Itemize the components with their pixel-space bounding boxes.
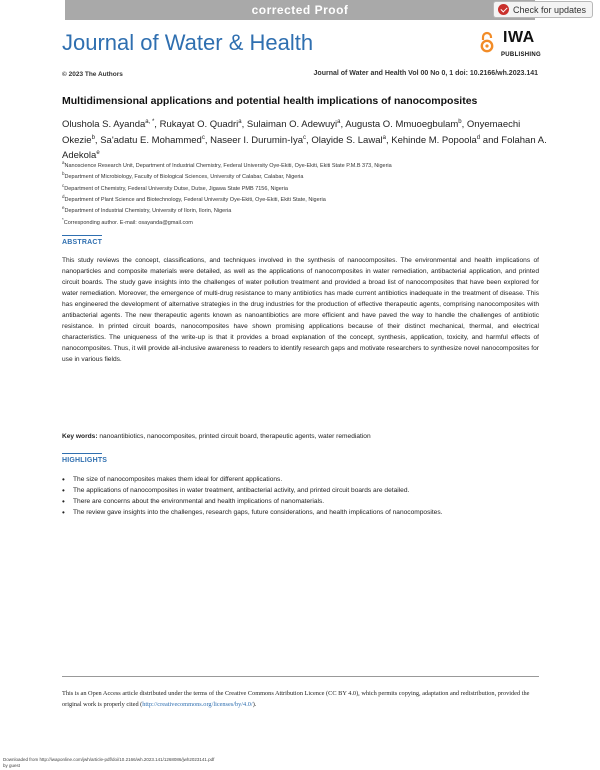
highlights-list <box>62 474 539 518</box>
affiliation-text: Department of Industrial Chemistry, University of Ilorin, Ilorin, Nigeria <box>64 208 232 215</box>
author-name: Sulaiman O. Adewuyi <box>246 119 338 131</box>
affiliation-mark: d <box>62 193 65 199</box>
highlight-item: • The review gave insights into the challenges, research gaps, future considerations, and health implications of nanocomposites. <box>62 507 539 518</box>
publisher-name: IWA <box>503 29 535 46</box>
affiliation-list <box>62 159 542 227</box>
highlight-item: • There are concerns about the environmental and health implications of nanomaterials. <box>62 496 539 507</box>
citation-line: Journal of Water and Health Vol 00 No 0, 1 doi: 10.2166/wh.2023.141 <box>313 70 538 77</box>
corrected-proof-banner: corrected Proof <box>65 0 535 20</box>
author-name: Olayide S. Lawal <box>311 134 383 146</box>
publisher-sub: PUBLISHING <box>501 52 542 58</box>
affiliation-item <box>62 216 542 227</box>
abstract-heading: ABSTRACT <box>62 239 103 246</box>
footer-rule <box>62 676 539 677</box>
license-end: ). <box>252 701 257 708</box>
affiliation-text: Nanoscience Research Unit, Department of Industrial Chemistry, Federal University Oye-Ekiti, Oye-Ekiti, Ekiti State P.M.B 373, Nigeria <box>64 162 392 169</box>
affiliation-mark: e <box>62 205 65 211</box>
affiliation-mark: a <box>62 160 65 165</box>
author-name: Rukayat O. Quadri <box>159 119 239 131</box>
author-affiliation-mark: a <box>337 119 341 125</box>
highlights-rule <box>62 453 102 454</box>
open-access-icon <box>480 31 494 53</box>
author-name: Onyemaechi Okezie <box>62 119 521 146</box>
affiliation-text: Corresponding author. E-mail: osayanda@gmail.com <box>63 219 193 226</box>
author-name: Olushola S. Ayanda <box>62 119 146 131</box>
affiliation-item <box>62 193 542 204</box>
copyright-notice: © 2023 The Authors <box>62 71 123 78</box>
affiliation-text: Department of Microbiology, Faculty of Biological Sciences, University of Calabar, Calabar, Nigeria <box>64 174 304 181</box>
affiliation-text: Department of Plant Science and Biotechnology, Federal University Oye-Ekiti, Oye-Ekiti, Ekiti State, Nigeria <box>64 196 326 203</box>
keywords-text: nanoantibiotics, nanocomposites, printed circuit board, therapeutic agents, water remediation <box>99 433 371 440</box>
check-updates-icon <box>498 4 509 15</box>
author-affiliation-mark: a <box>382 134 386 141</box>
author-name: Kehinde M. Popoola <box>391 134 477 146</box>
author-affiliation-mark: a, * <box>145 119 155 125</box>
highlights-heading: HIGHLIGHTS <box>62 457 108 464</box>
affiliation-item <box>62 159 542 170</box>
author-name: Folahan A. Adekola <box>62 134 547 162</box>
author-list: Olushola S. Ayanda$^{a, *}$, Rukayat O. Quadri$^a$, Sulaiman O. Adewuyi$^a$, Augusta O. Mmuoegbulam$^b$, Onyemaechi Okezie$^b$, Sa'adatu E. Mohammed$^c$, Naseer I. Durumin-Iya$^c$, Olayide S. Lawal$^a$, Kehinde M. Popoola$^d$ and Folahan A. Adekola$^e$ <box>62 119 547 162</box>
affiliation-text: Department of Chemistry, Federal University Dutse, Dutse, Jigawa State PMB 7156, Nigeria <box>64 185 288 192</box>
author-affiliation-mark: c <box>201 134 205 141</box>
affiliation-item <box>62 170 542 181</box>
author-affiliation-mark: e <box>96 150 100 157</box>
license-text: This is an Open Access article distributed under the terms of the Creative Commons Attribution Licence (CC BY 4.0), which permits copying, adaptation and redistribution, provided the original work is properly cited ( <box>62 690 530 708</box>
abstract-text: This study reviews the concept, classifications, and techniques involved in the synthesis of nanocomposites. The environmental and health implications of nanoparticles and composite materials were detailed, as well as the applications of nanocomposites in water remediation, antibacterial application, and printed circuit boards. The study gave insights into the challenges of water pollution treatment and provided a broad list of nanocomposites that have been explored for water remediation. Moreover, the emergence of multi-drug resistance to many antibiotics has made current antibiotics inadequate in the treatment of disease. This has engineered the development of alternative strategies in the drug industries for the production of effective therapeutic agents, comprising nanocomposites with antibacterial agents. The new therapeutic agents known as nanoantibiotics are more efficient and have paved the way to handle the challenges of antibiotic resistance. In printed circuit boards, nanocomposites have shown promising applications because of their distinct mechanical, thermal, and electrical characteristics. The uniqueness of the write-up is that it provides a broad explanation of the concept, synthesis, application, toxicity, and harmful effects of nanocomposites. Thus, it will provide all-inclusive awareness to readers to identify research gaps and motivate researchers to synthesize novel nanocomposites for use in various fields. <box>62 257 539 363</box>
author-affiliation-mark: d <box>476 134 481 141</box>
download-line: by guest <box>3 763 21 768</box>
author-affiliation-mark: b <box>458 119 462 125</box>
keywords <box>62 433 539 440</box>
affiliation-mark: c <box>62 182 65 188</box>
affiliation-item <box>62 204 542 215</box>
author-name: Naseer I. Durumin-Iya <box>210 134 304 146</box>
license-link[interactable]: http://creativecommons.org/licenses/by/4.0/ <box>142 701 253 708</box>
check-updates-label: Check for updates <box>512 4 586 15</box>
affiliation-mark: * <box>62 216 64 222</box>
download-stamp <box>3 757 214 769</box>
highlight-item: • The size of nanocomposites makes them ideal for different applications. <box>62 474 539 485</box>
download-line: Downloaded from http://iwaponline.com/jwh/article-pdf/doi/10.2166/wh.2023.141/1268086/jwh2023141.pdf <box>3 757 215 762</box>
article-title: Multidimensional applications and potential health implications of nanocomposites <box>62 95 478 107</box>
author-name: Augusta O. Mmuoegbulam <box>345 119 459 131</box>
license-notice <box>62 688 539 710</box>
keywords-label: Key words: <box>62 433 98 440</box>
check-for-updates-button[interactable] <box>493 1 593 18</box>
affiliation-item <box>62 182 542 193</box>
author-name: Sa'adatu E. Mohammed <box>100 134 202 146</box>
author-affiliation-mark: c <box>303 134 307 141</box>
author-affiliation-mark: a <box>238 119 242 125</box>
affiliation-mark: b <box>62 171 65 177</box>
journal-title: Journal of Water & Health <box>62 30 314 55</box>
abstract-rule <box>62 235 102 236</box>
highlight-item: • The applications of nanocomposites in water treatment, antibacterial activity, and printed circuit boards are detailed. <box>62 485 539 496</box>
author-affiliation-mark: b <box>91 134 95 141</box>
